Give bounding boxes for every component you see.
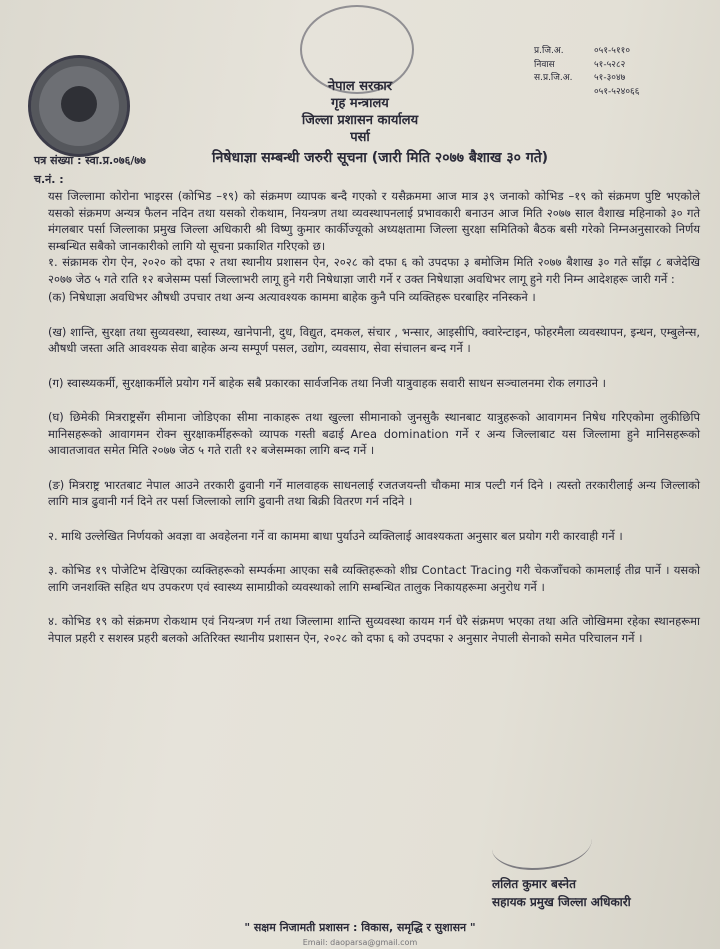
signatory-name: ललित कुमार बस्नेत <box>492 877 576 891</box>
order-paragraph: (घ) छिमेकी मित्रराष्ट्रसँग सीमाना जोडिएका सीमा नाकाहरू तथा खुल्ला सीमानाको जुनसुकै स्थानबाट यात्रुहरूको आवागमन निषेध गरिएकोमा लुकीछिपि मानिसहरूको आवागमन रोक्न सुरक्षाकर्मीहरूको व्यापक गस्ती बढाई Area domination गर्ने र अन्य जिल्लाबाट यस जिल्लामा हुने मानिसहरूको आवातजावत समेत मिति २०७७ जेठ ५ गते राती १२ बजेसम्मका लागि बन्द गर्ने । <box>48 410 700 457</box>
contact-label: प्र.जि.अ. <box>534 46 564 56</box>
dispatch-number: च.नं. : <box>34 173 64 186</box>
letterhead-ministry: गृह मन्त्रालय <box>331 96 389 111</box>
letter-number: पत्र संख्या : स्वा.प्र.०७६/७७ <box>34 154 146 167</box>
decision-paragraph: २. माथि उल्लेखित निर्णयको अवज्ञा वा अवहेलना गर्ने वा काममा बाधा पुर्याउने व्यक्तिलाई आवश्यकता अनुसार बल प्रयोग गरी कारवाही गर्ने । <box>48 528 623 543</box>
notice-body <box>48 188 700 646</box>
fax-icon <box>534 86 586 100</box>
decision-paragraph: ४. कोभिड १९ को संक्रमण रोकथाम एवं नियन्त्रण गर्न तथा जिल्लामा शान्ति सुव्यवस्था कायम गर्न धेरै संक्रमण भएका तथा अति जोखिममा रहेका स्थानहरूमा नेपाल प्रहरी र सशस्त्र प्रहरी बलको अतिरिक्त स्थानीय प्रशासन ऐन, २०२८ को दफा ६ को उपदफा २ अनुसार नेपाली सेनाको समेत परिचालन गर्ने । <box>48 614 700 645</box>
contact-value: ५१-३०४७ <box>594 73 626 83</box>
signatory-block <box>492 875 631 911</box>
decision-paragraph: १. संक्रामक रोग ऐन, २०२० को दफा २ तथा स्थानीय प्रशासन ऐन, २०२८ को दफा ६ को उपदफा ३ बमोजिम मिति २०७७ बैशाख ३० गते साँझ ८ बजेदेखि २०७७ जेठ ५ गते राति १२ बजेसम्म पर्सा जिल्लाभरी लागू हुने गरी निषेधाज्ञा जारी गर्ने र उक्त निषेधाज्ञा अवधिभर लागू हुने गरी निम्न आदेशहरू जारी गर्ने : <box>48 255 700 286</box>
intro-paragraph: यस जिल्लामा कोरोना भाइरस (कोभिड –१९) को संक्रमण व्यापक बन्दै गएको र यसैक्रममा आज मात्र ३९ जनाको कोभिड –१९ को संक्रमण पुष्टि भएकोले यसको संक्रमण अन्यत्र फैलन नदिन तथा यसको रोकथाम, नियन्त्रण तथा व्यवस्थापनलाई प्रभावकारी बनाउन आज मिति २०७७ साल वैशाख महिनाको ३० गते मंगलबार पर्सा जिल्लाका प्रमुख जिल्ला अधिकारी श्री विष्णु कुमार कार्कीज्यूको अध्यक्षतामा जिल्ला सुरक्षा समितिको बैठक बसी गरेको निम्नअनुसारको निर्णय सम्बन्धित सबैको जानकारीको लागि यो सूचना प्रकाशित गरिएको छ। <box>48 189 700 253</box>
contact-label: निवास <box>534 59 555 70</box>
contact-block <box>534 45 639 99</box>
signatory-title: सहायक प्रमुख जिल्ला अधिकारी <box>492 895 631 909</box>
notice-title: निषेधाज्ञा सम्बन्धी जरुरी सूचना (जारी मिति २०७७ बैशाख ३० गते) <box>212 150 549 166</box>
order-paragraph: (ग) स्वास्थ्यकर्मी, सुरक्षाकर्मीले प्रयोग गर्ने बाहेक सबै प्रकारका सार्वजनिक तथा निजी यात्रुवाहक सवारी साधन सञ्चालनमा रोक लगाउने । <box>48 375 606 390</box>
decision-paragraph: ३. कोभिड १९ पोजेटिभ देखिएका व्यक्तिहरूको सम्पर्कमा आएका सबै व्यक्तिहरूको शीघ्र Contact Tracing गरी चेकजाँचको कामलाई तीव्र पार्ने । यसको लागि जनशक्ति सहित थप उपकरण एवं स्वास्थ्य सामाग्रीको व्यवस्थाको लागि सम्बन्धित तालुक निकायहरूमा अनुरोध गर्ने । <box>48 563 700 594</box>
footer-email: Email: daoparsa@gmail.com <box>302 938 418 947</box>
contact-row <box>534 72 639 86</box>
contact-row <box>534 45 639 59</box>
order-paragraph: (ङ) मित्रराष्ट्र भारतबाट नेपाल आउने तरकारी ढुवानी गर्ने मालवाहक साधनलाई रजतजयन्ती चौकमा मात्र पल्टी गर्न दिने । त्यस्तो तरकारीलाई अन्य जिल्लाको लागि मात्र ढुवानी गर्न दिने तर पर्सा जिल्लाको लागि ढुवानी तथा बिक्री वितरण गर्न नदिने । <box>48 477 700 508</box>
contact-label: स.प्र.जि.अ. <box>534 73 573 83</box>
footer-motto: " सक्षम निजामती प्रशासन : विकास, समृद्धि र सुशासन " <box>244 921 476 934</box>
order-paragraph: (ख) शान्ति, सुरक्षा तथा सुव्यवस्था, स्वास्थ्य, खानेपानी, दुध, विद्युत, दमकल, संचार , भन्सार, आइसीपि, क्वारेन्टाइन, फोहरमैला व्यवस्थापन, इन्धन, एम्बुलेन्स, औषधी जस्ता अति आवश्यक सेवा बाहेक अन्य सम्पूर्ण पसल, उद्योग, व्यवसाय, सेवा संचालन बन्द गर्ने । <box>48 324 700 355</box>
order-paragraph: (क) निषेधाज्ञा अवधिभर औषधी उपचार तथा अन्य अत्यावश्यक काममा बाहेक कुनै पनि व्यक्तिहरू घरबाहिर ननिस्कने । <box>48 290 536 304</box>
letterhead-office: जिल्ला प्रशासन कार्यालय <box>301 113 419 128</box>
handwritten-signature <box>492 818 592 870</box>
letterhead-government: नेपाल सरकार <box>327 79 393 94</box>
letterhead-district: पर्सा <box>350 130 370 145</box>
contact-value: ०५१-५११० <box>594 46 631 56</box>
contact-row <box>534 59 639 73</box>
contact-value: ०५१-५२४०६६ <box>594 86 640 97</box>
contact-value: ५१-५२८२ <box>594 59 626 70</box>
contact-row <box>534 86 639 100</box>
